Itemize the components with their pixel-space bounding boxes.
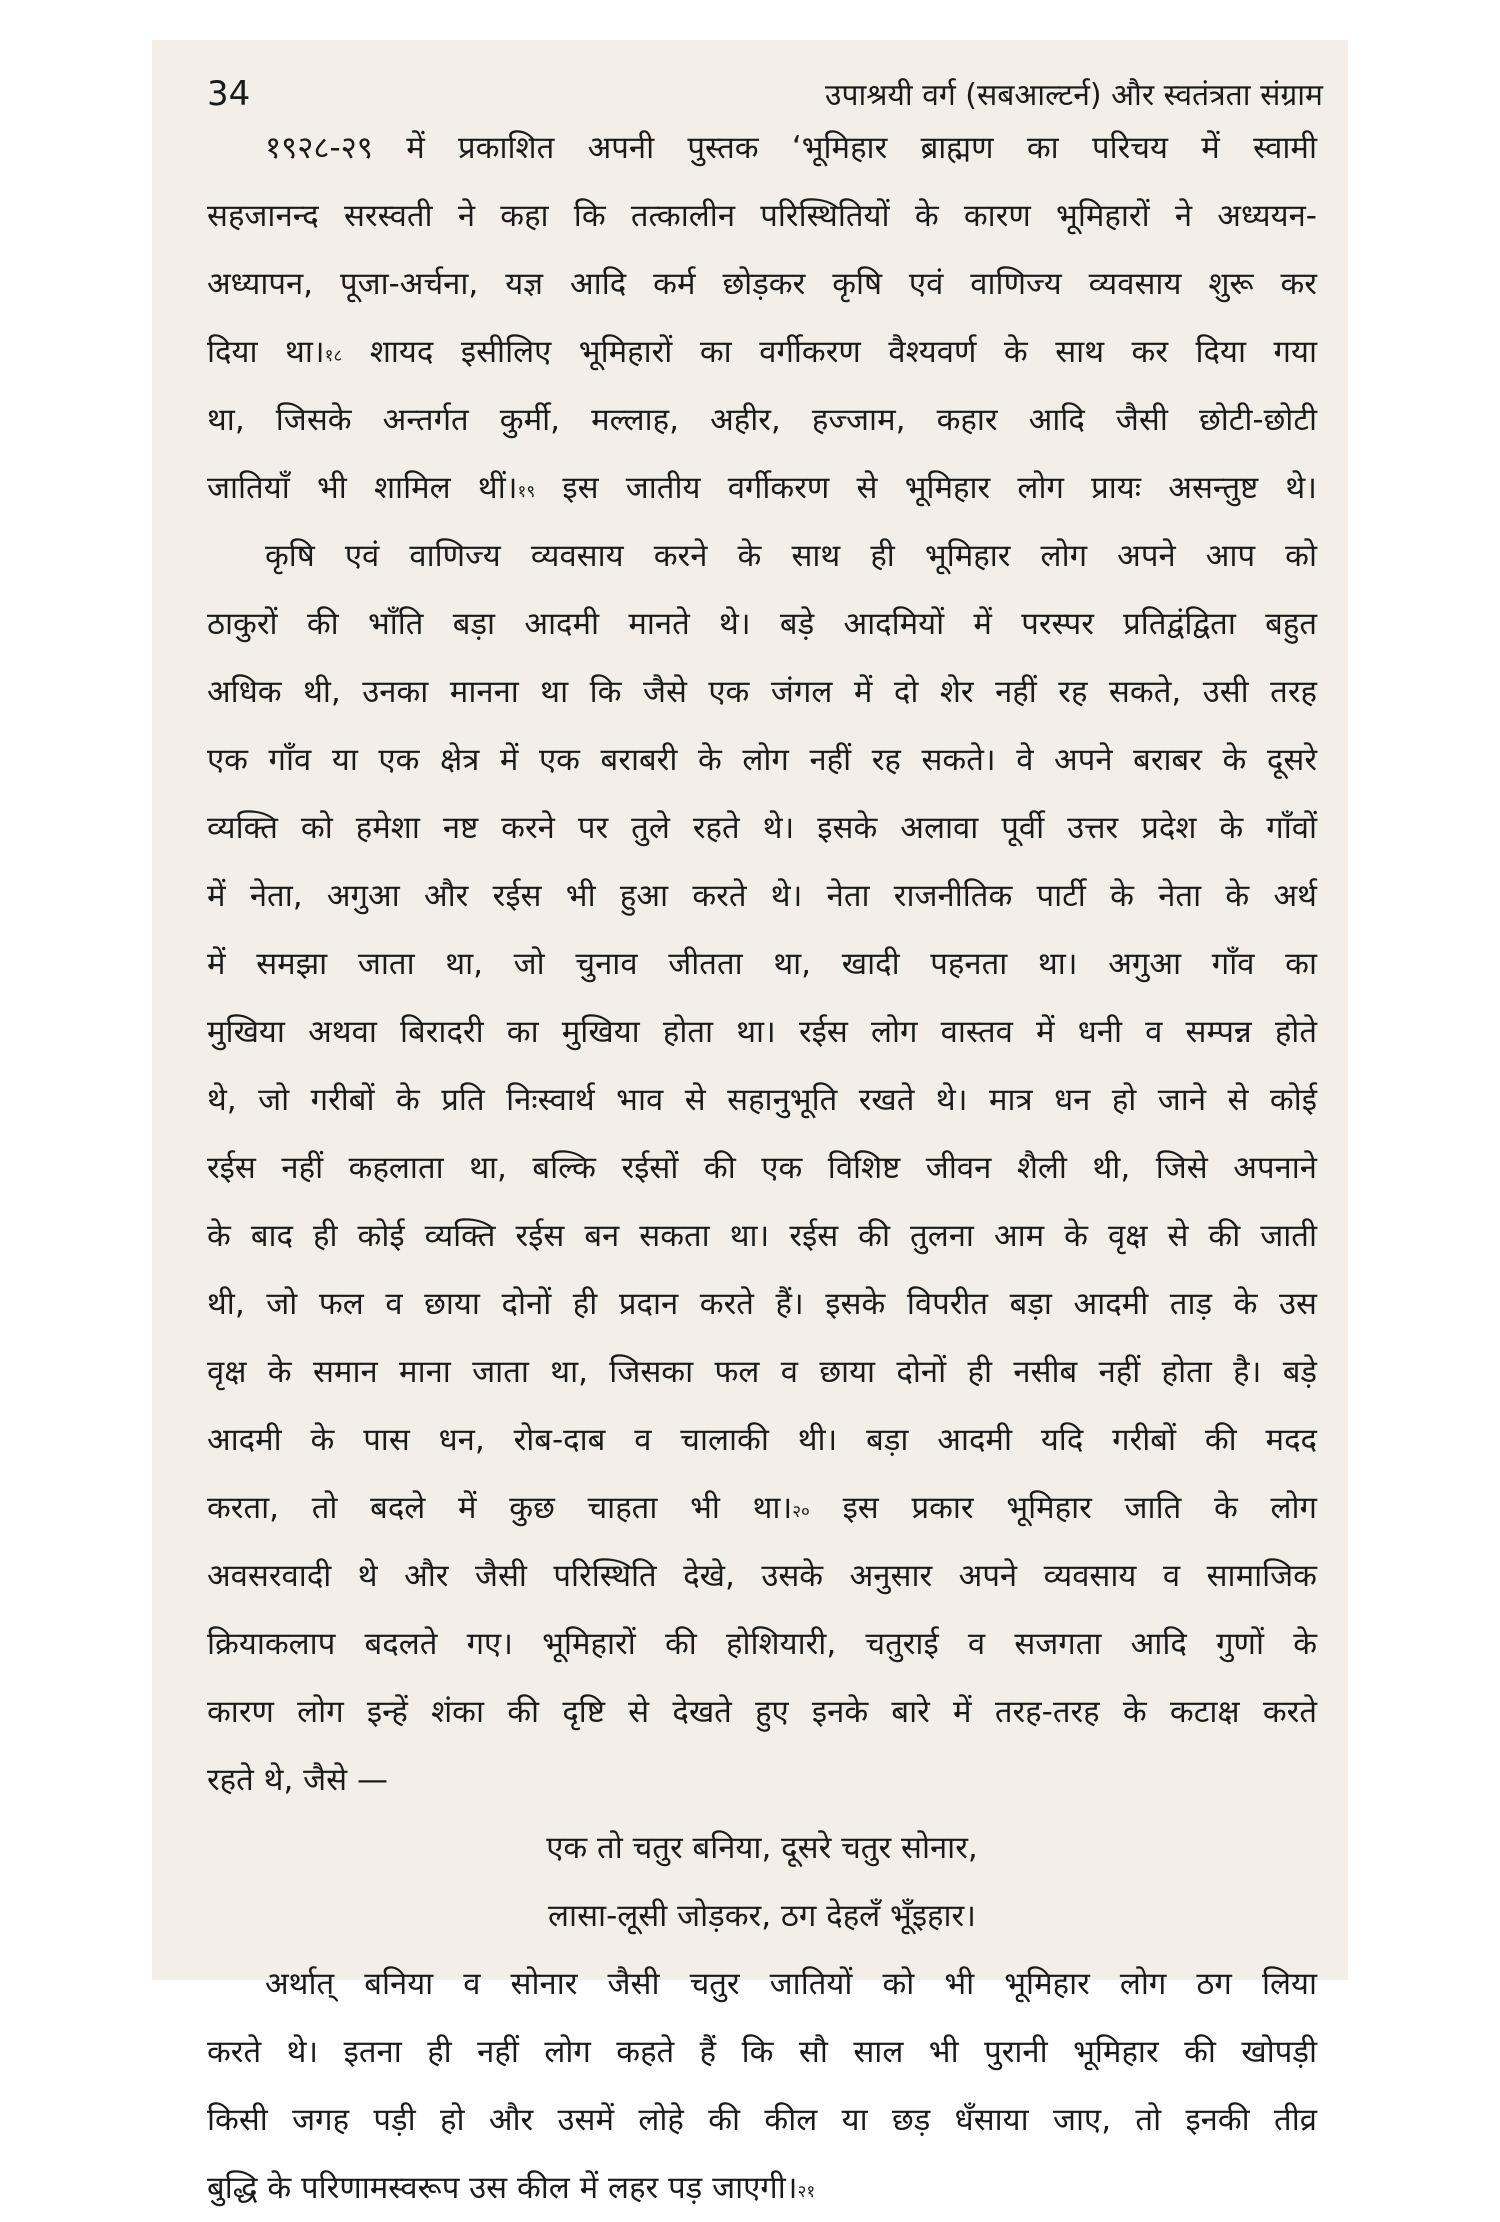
text-line: रईस नहीं कहलाता था, बल्कि रईसों की एक विशिष्ट जीवन शैली थी, जिसे अपनाने (207, 1150, 1317, 1186)
verse-line: एक तो चतुर बनिया, दूसरे चतुर सोनार, (546, 1830, 978, 1866)
running-title: उपाश्रयी वर्ग (सबआल्टर्न) और स्वतंत्रता संग्राम (825, 78, 1323, 113)
text-line: करता, तो बदले में कुछ चाहता भी था।$^{२०}$ इस प्रकार भूमिहार जाति के लोग (207, 1490, 1317, 1526)
text-line: बुद्धि के परिणामस्वरूप उस कील में लहर पड़ जाएगी।$^{२१}$ (207, 2170, 816, 2206)
text-line: था, जिसके अन्तर्गत कुर्मी, मल्लाह, अहीर, हज्जाम, कहार आदि जैसी छोटी-छोटी (207, 402, 1317, 438)
text-line: कृषि एवं वाणिज्य व्यवसाय करने के साथ ही भूमिहार लोग अपने आप को (265, 538, 1317, 574)
book-page (152, 40, 1348, 2206)
footnote-marker: २१ (797, 2182, 816, 2202)
text-line: वृक्ष के समान माना जाता था, जिसका फल व छाया दोनों ही नसीब नहीं होता है। बड़े (207, 1354, 1317, 1390)
text-line: में समझा जाता था, जो चुनाव जीतता था, खादी पहनता था। अगुआ गाँव का (207, 946, 1317, 982)
text-line: थे, जो गरीबों के प्रति निःस्वार्थ भाव से सहानुभूति रखते थे। मात्र धन हो जाने से कोई (207, 1082, 1317, 1118)
text-line: किसी जगह पड़ी हो और उसमें लोहे की कील या छड़ धँसाया जाए, तो इनकी तीव्र (207, 2102, 1317, 2138)
page-number: 34 (207, 74, 251, 114)
text-line: मुखिया अथवा बिरादरी का मुखिया होता था। रईस लोग वास्तव में धनी व सम्पन्न होते (207, 1014, 1317, 1050)
text-line: अवसरवादी थे और जैसी परिस्थिति देखे, उसके अनुसार अपने व्यवसाय व सामाजिक (207, 1558, 1317, 1594)
text-line: अर्थात् बनिया व सोनार जैसी चतुर जातियों को भी भूमिहार लोग ठग लिया (265, 1966, 1317, 2002)
text-line: अधिक थी, उनका मानना था कि जैसे एक जंगल में दो शेर नहीं रह सकते, उसी तरह (207, 674, 1317, 710)
footnote-marker: १८ (324, 346, 343, 366)
text-line: व्यक्ति को हमेशा नष्ट करने पर तुले रहते थे। इसके अलावा पूर्वी उत्तर प्रदेश के गाँवों (207, 810, 1317, 846)
text-line: थी, जो फल व छाया दोनों ही प्रदान करते हैं। इसके विपरीत बड़ा आदमी ताड़ के उस (207, 1286, 1317, 1322)
text-line: ठाकुरों की भाँति बड़ा आदमी मानते थे। बड़े आदमियों में परस्पर प्रतिद्वंद्विता बहुत (207, 606, 1317, 642)
text-line: क्रियाकलाप बदलते गए। भूमिहारों की होशियारी, चतुराई व सजगता आदि गुणों के (207, 1626, 1317, 1662)
footnote-marker: १९ (517, 482, 536, 502)
verse-line: लासा-लूसी जोड़कर, ठग देहलँ भूँइहार। (548, 1898, 976, 1934)
footnote-marker: २० (792, 1502, 810, 1522)
text-line: करते थे। इतना ही नहीं लोग कहते हैं कि सौ साल भी पुरानी भूमिहार की खोपड़ी (207, 2034, 1317, 2070)
text-line: १९२८-२९ में प्रकाशित अपनी पुस्तक ‘भूमिहार ब्राह्मण का परिचय में स्वामी (265, 130, 1317, 166)
text-line: जातियाँ भी शामिल थीं।$^{१९}$ इस जातीय वर्गीकरण से भूमिहार लोग प्रायः असन्तुष्ट थे। (207, 470, 1317, 506)
text-line: अध्यापन, पूजा-अर्चना, यज्ञ आदि कर्म छोड़कर कृषि एवं वाणिज्य व्यवसाय शुरू कर (207, 266, 1317, 302)
text-line: में नेता, अगुआ और रईस भी हुआ करते थे। नेता राजनीतिक पार्टी के नेता के अर्थ (207, 878, 1317, 914)
text-line: सहजानन्द सरस्वती ने कहा कि तत्कालीन परिस्थितियों के कारण भूमिहारों ने अध्ययन- (207, 198, 1317, 234)
text-line: आदमी के पास धन, रोब-दाब व चालाकी थी। बड़ा आदमी यदि गरीबों की मदद (207, 1422, 1317, 1458)
page-header (207, 40, 1323, 114)
text-line: के बाद ही कोई व्यक्ति रईस बन सकता था। रईस की तुलना आम के वृक्ष से की जाती (207, 1218, 1317, 1254)
text-line: दिया था।$^{१८}$ शायद इसीलिए भूमिहारों का वर्गीकरण वैश्यवर्ण के साथ कर दिया गया (207, 334, 1317, 370)
text-line: कारण लोग इन्हें शंका की दृष्टि से देखते हुए इनके बारे में तरह-तरह के कटाक्ष करते (207, 1694, 1317, 1730)
body-text (207, 114, 1317, 2222)
text-line: रहते थे, जैसे — (207, 1762, 388, 1798)
text-line: एक गाँव या एक क्षेत्र में एक बराबरी के लोग नहीं रह सकते। वे अपने बराबर के दूसरे (207, 742, 1317, 778)
